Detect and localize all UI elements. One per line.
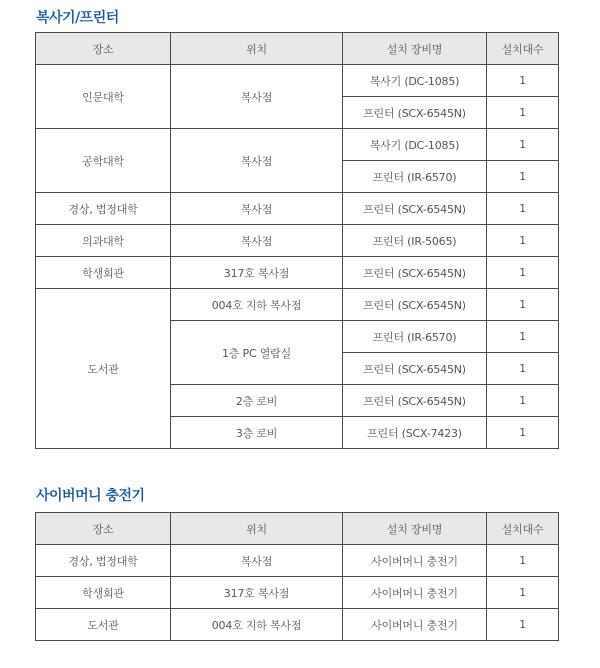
section-title-cybermoney: 사이버머니 충전기 — [36, 488, 145, 504]
count-cell: 1 — [487, 353, 559, 385]
location-cell: 복사점 — [171, 65, 343, 129]
count-cell: 1 — [487, 193, 559, 225]
count-cell: 1 — [487, 225, 559, 257]
count-cell: 1 — [487, 609, 559, 641]
table-row — [36, 545, 559, 577]
header-device: 설치 장비명 — [343, 513, 487, 545]
count-cell: 1 — [487, 321, 559, 353]
table-header-row — [36, 33, 559, 65]
device-cell: 프린터 (IR-5065) — [343, 225, 487, 257]
place-cell: 학생회관 — [36, 577, 171, 609]
table-header-row — [36, 513, 559, 545]
place-cell: 학생회관 — [36, 257, 171, 289]
header-count: 설치대수 — [487, 33, 559, 65]
location-cell: 복사점 — [171, 129, 343, 193]
table-row — [36, 577, 559, 609]
location-cell: 004호 지하 복사점 — [171, 609, 343, 641]
table-row — [36, 65, 559, 97]
count-cell: 1 — [487, 161, 559, 193]
device-cell: 복사기 (DC-1085) — [343, 129, 487, 161]
count-cell: 1 — [487, 129, 559, 161]
location-cell: 1층 PC 열람실 — [171, 321, 343, 385]
location-cell: 복사점 — [171, 193, 343, 225]
table-row — [36, 289, 559, 321]
device-cell: 프린터 (SCX-6545N) — [343, 97, 487, 129]
header-device: 설치 장비명 — [343, 33, 487, 65]
location-cell: 3층 로비 — [171, 417, 343, 449]
device-cell: 프린터 (SCX-6545N) — [343, 353, 487, 385]
printer-table — [35, 32, 559, 449]
place-cell: 공학대학 — [36, 129, 171, 193]
count-cell: 1 — [487, 289, 559, 321]
header-location: 위치 — [171, 33, 343, 65]
device-cell: 복사기 (DC-1085) — [343, 65, 487, 97]
place-cell: 인문대학 — [36, 65, 171, 129]
count-cell: 1 — [487, 97, 559, 129]
table-row — [36, 225, 559, 257]
device-cell: 사이버머니 충전기 — [343, 609, 487, 641]
place-cell: 경상, 법정대학 — [36, 545, 171, 577]
header-count: 설치대수 — [487, 513, 559, 545]
device-cell: 프린터 (IR-6570) — [343, 321, 487, 353]
location-cell: 2층 로비 — [171, 385, 343, 417]
table-row — [36, 257, 559, 289]
count-cell: 1 — [487, 65, 559, 97]
cybermoney-table — [35, 512, 559, 641]
device-cell: 프린터 (SCX-6545N) — [343, 193, 487, 225]
location-cell: 004호 지하 복사점 — [171, 289, 343, 321]
header-place: 장소 — [36, 513, 171, 545]
device-cell: 사이버머니 충전기 — [343, 577, 487, 609]
device-cell: 사이버머니 충전기 — [343, 545, 487, 577]
section-title-printers: 복사기/프린터 — [36, 10, 119, 26]
place-cell: 도서관 — [36, 289, 171, 449]
device-cell: 프린터 (IR-6570) — [343, 161, 487, 193]
header-location: 위치 — [171, 513, 343, 545]
table-row — [36, 193, 559, 225]
count-cell: 1 — [487, 385, 559, 417]
count-cell: 1 — [487, 545, 559, 577]
place-cell: 도서관 — [36, 609, 171, 641]
table-row — [36, 609, 559, 641]
place-cell: 경상, 법정대학 — [36, 193, 171, 225]
location-cell: 복사점 — [171, 545, 343, 577]
table-row — [36, 129, 559, 161]
header-place: 장소 — [36, 33, 171, 65]
count-cell: 1 — [487, 417, 559, 449]
location-cell: 복사점 — [171, 225, 343, 257]
count-cell: 1 — [487, 257, 559, 289]
device-cell: 프린터 (SCX-6545N) — [343, 385, 487, 417]
count-cell: 1 — [487, 577, 559, 609]
place-cell: 의과대학 — [36, 225, 171, 257]
location-cell: 317호 복사점 — [171, 577, 343, 609]
device-cell: 프린터 (SCX-7423) — [343, 417, 487, 449]
device-cell: 프린터 (SCX-6545N) — [343, 257, 487, 289]
device-cell: 프린터 (SCX-6545N) — [343, 289, 487, 321]
location-cell: 317호 복사점 — [171, 257, 343, 289]
